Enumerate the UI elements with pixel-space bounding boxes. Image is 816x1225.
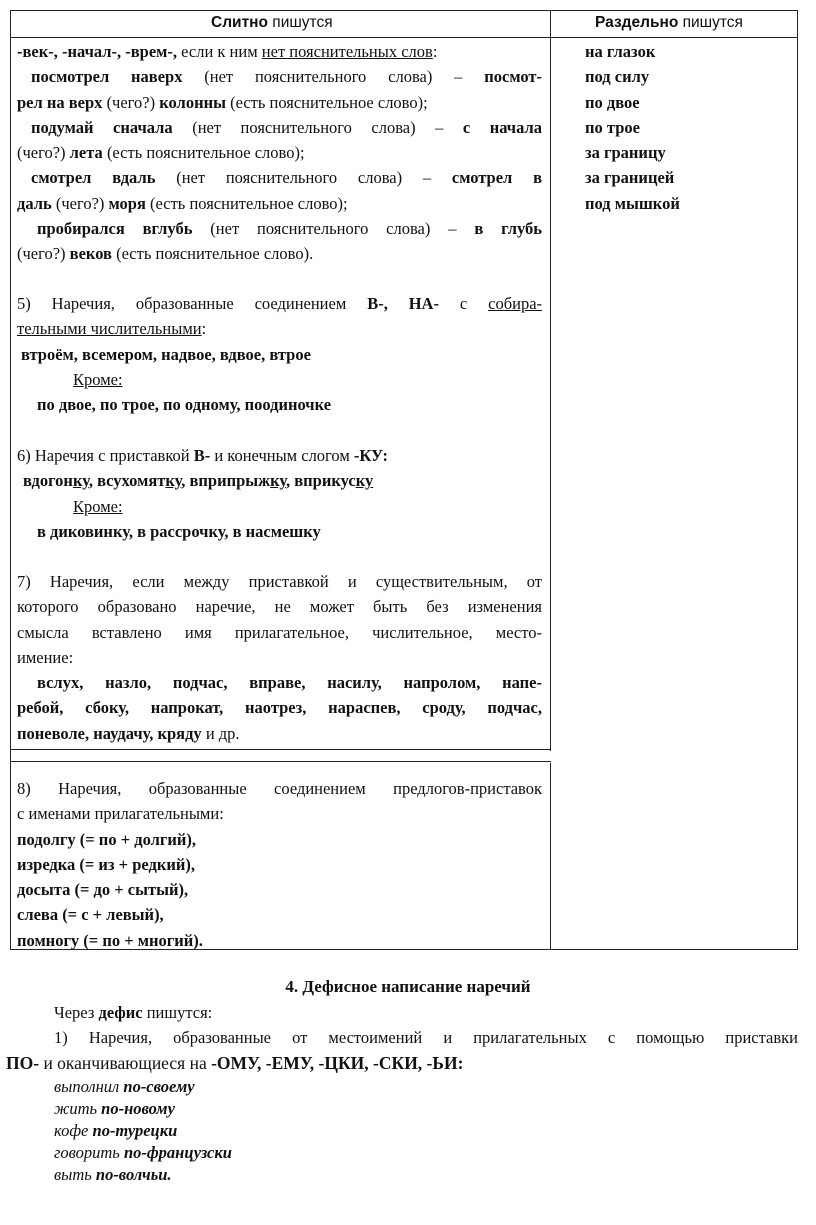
rule-7: 7) Наречия, если между приставкой и существительным, от которого образовано наречие, не может быть без изменения смысла вставлено имя прилагательное, числительное, место- имение: вслух, назло, подчас, вправе, насилу, напролом, напе- ребой, сбоку, напрокат, наотрез, нараспев, сроду, подчас, поневоле, наудачу, кряду и др. — [17, 572, 542, 743]
list-item: за границей — [585, 168, 675, 188]
column-divider-top — [550, 11, 551, 751]
list-item: за границу — [585, 143, 666, 163]
rule-5: 5) Наречия, образованные соединением В-, НА- с собира- тельными числительными: втроём, всемером, надвое, вдвое, втрое Кроме: по двое, по трое, по одному, поодиночке — [17, 294, 542, 415]
rule-6: 6) Наречия с приставкой В- и конечным слогом -КУ: вдогонку, всухомятку, вприпрыжку, вприкуску Кроме: в диковинку, в рассрочку, в насмешку — [17, 446, 389, 541]
header-right: Раздельно пишутся — [595, 14, 743, 31]
row-separator-2 — [11, 761, 551, 762]
example-item: говорить по-французски — [54, 1142, 232, 1162]
list-item: по двое — [585, 92, 640, 112]
section-title: 4. Дефисное написание наречий — [285, 977, 531, 996]
list-item: под силу — [585, 67, 650, 87]
row-separator — [11, 749, 551, 750]
separate-writing-list — [585, 39, 680, 216]
section-intro: Через дефис пишутся: — [54, 1003, 213, 1022]
rule-8: 8) Наречия, образованные соединением предлогов-приставок с именами прилагательными: подолгу (= по + долгий), изредка (= из + редкий), досыта (= до + сытый), слева (= с + левый), помногу (= по + многий). — [17, 779, 542, 950]
example-item: выполнил по-своему — [54, 1076, 195, 1096]
example-item: кофе по-турецки — [54, 1120, 178, 1140]
example-item: выть по-волчьи. — [54, 1164, 172, 1184]
rule-1-line-1: 1) Наречия, образованные от местоимений и прилагательных с помощью приставки — [54, 1028, 798, 1048]
spelling-rules-table — [10, 10, 798, 950]
column-divider-bottom — [550, 763, 551, 949]
list-item: на глазок — [585, 42, 656, 61]
examples-list — [10, 1076, 798, 1186]
header-left: Слитно пишутся — [211, 14, 333, 31]
section-hyphenated-adverbs — [0, 974, 816, 1184]
list-item: по трое — [585, 117, 640, 137]
table-header — [11, 11, 797, 38]
list-item: под мышкой — [585, 193, 680, 213]
rule-1-line-2: ПО- и оканчивающиеся на -ОМУ, -ЕМУ, -ЦКИ, -СКИ, -ЬИ: — [6, 1052, 464, 1073]
rule-vek-nachal-vrem: -век-, -начал-, -врем-, если к ним нет пояснительных слов: посмотрел наверх (нет пояснительного слова) – посмот- рел на верх (чего?) колонны (есть пояснительное слово); подумай сначала (нет пояснительного слова) – с начала (чего?) лета (есть пояснительное слово); смотрел вдаль (нет пояснительного слова) – смотрел в даль (чего?) моря (есть пояснительное слово); пробирался вглубь (нет пояснительного слова) – в глубь (чего?) веков (есть пояснительное слово). — [17, 42, 542, 264]
example-item: жить по-новому — [54, 1098, 175, 1118]
